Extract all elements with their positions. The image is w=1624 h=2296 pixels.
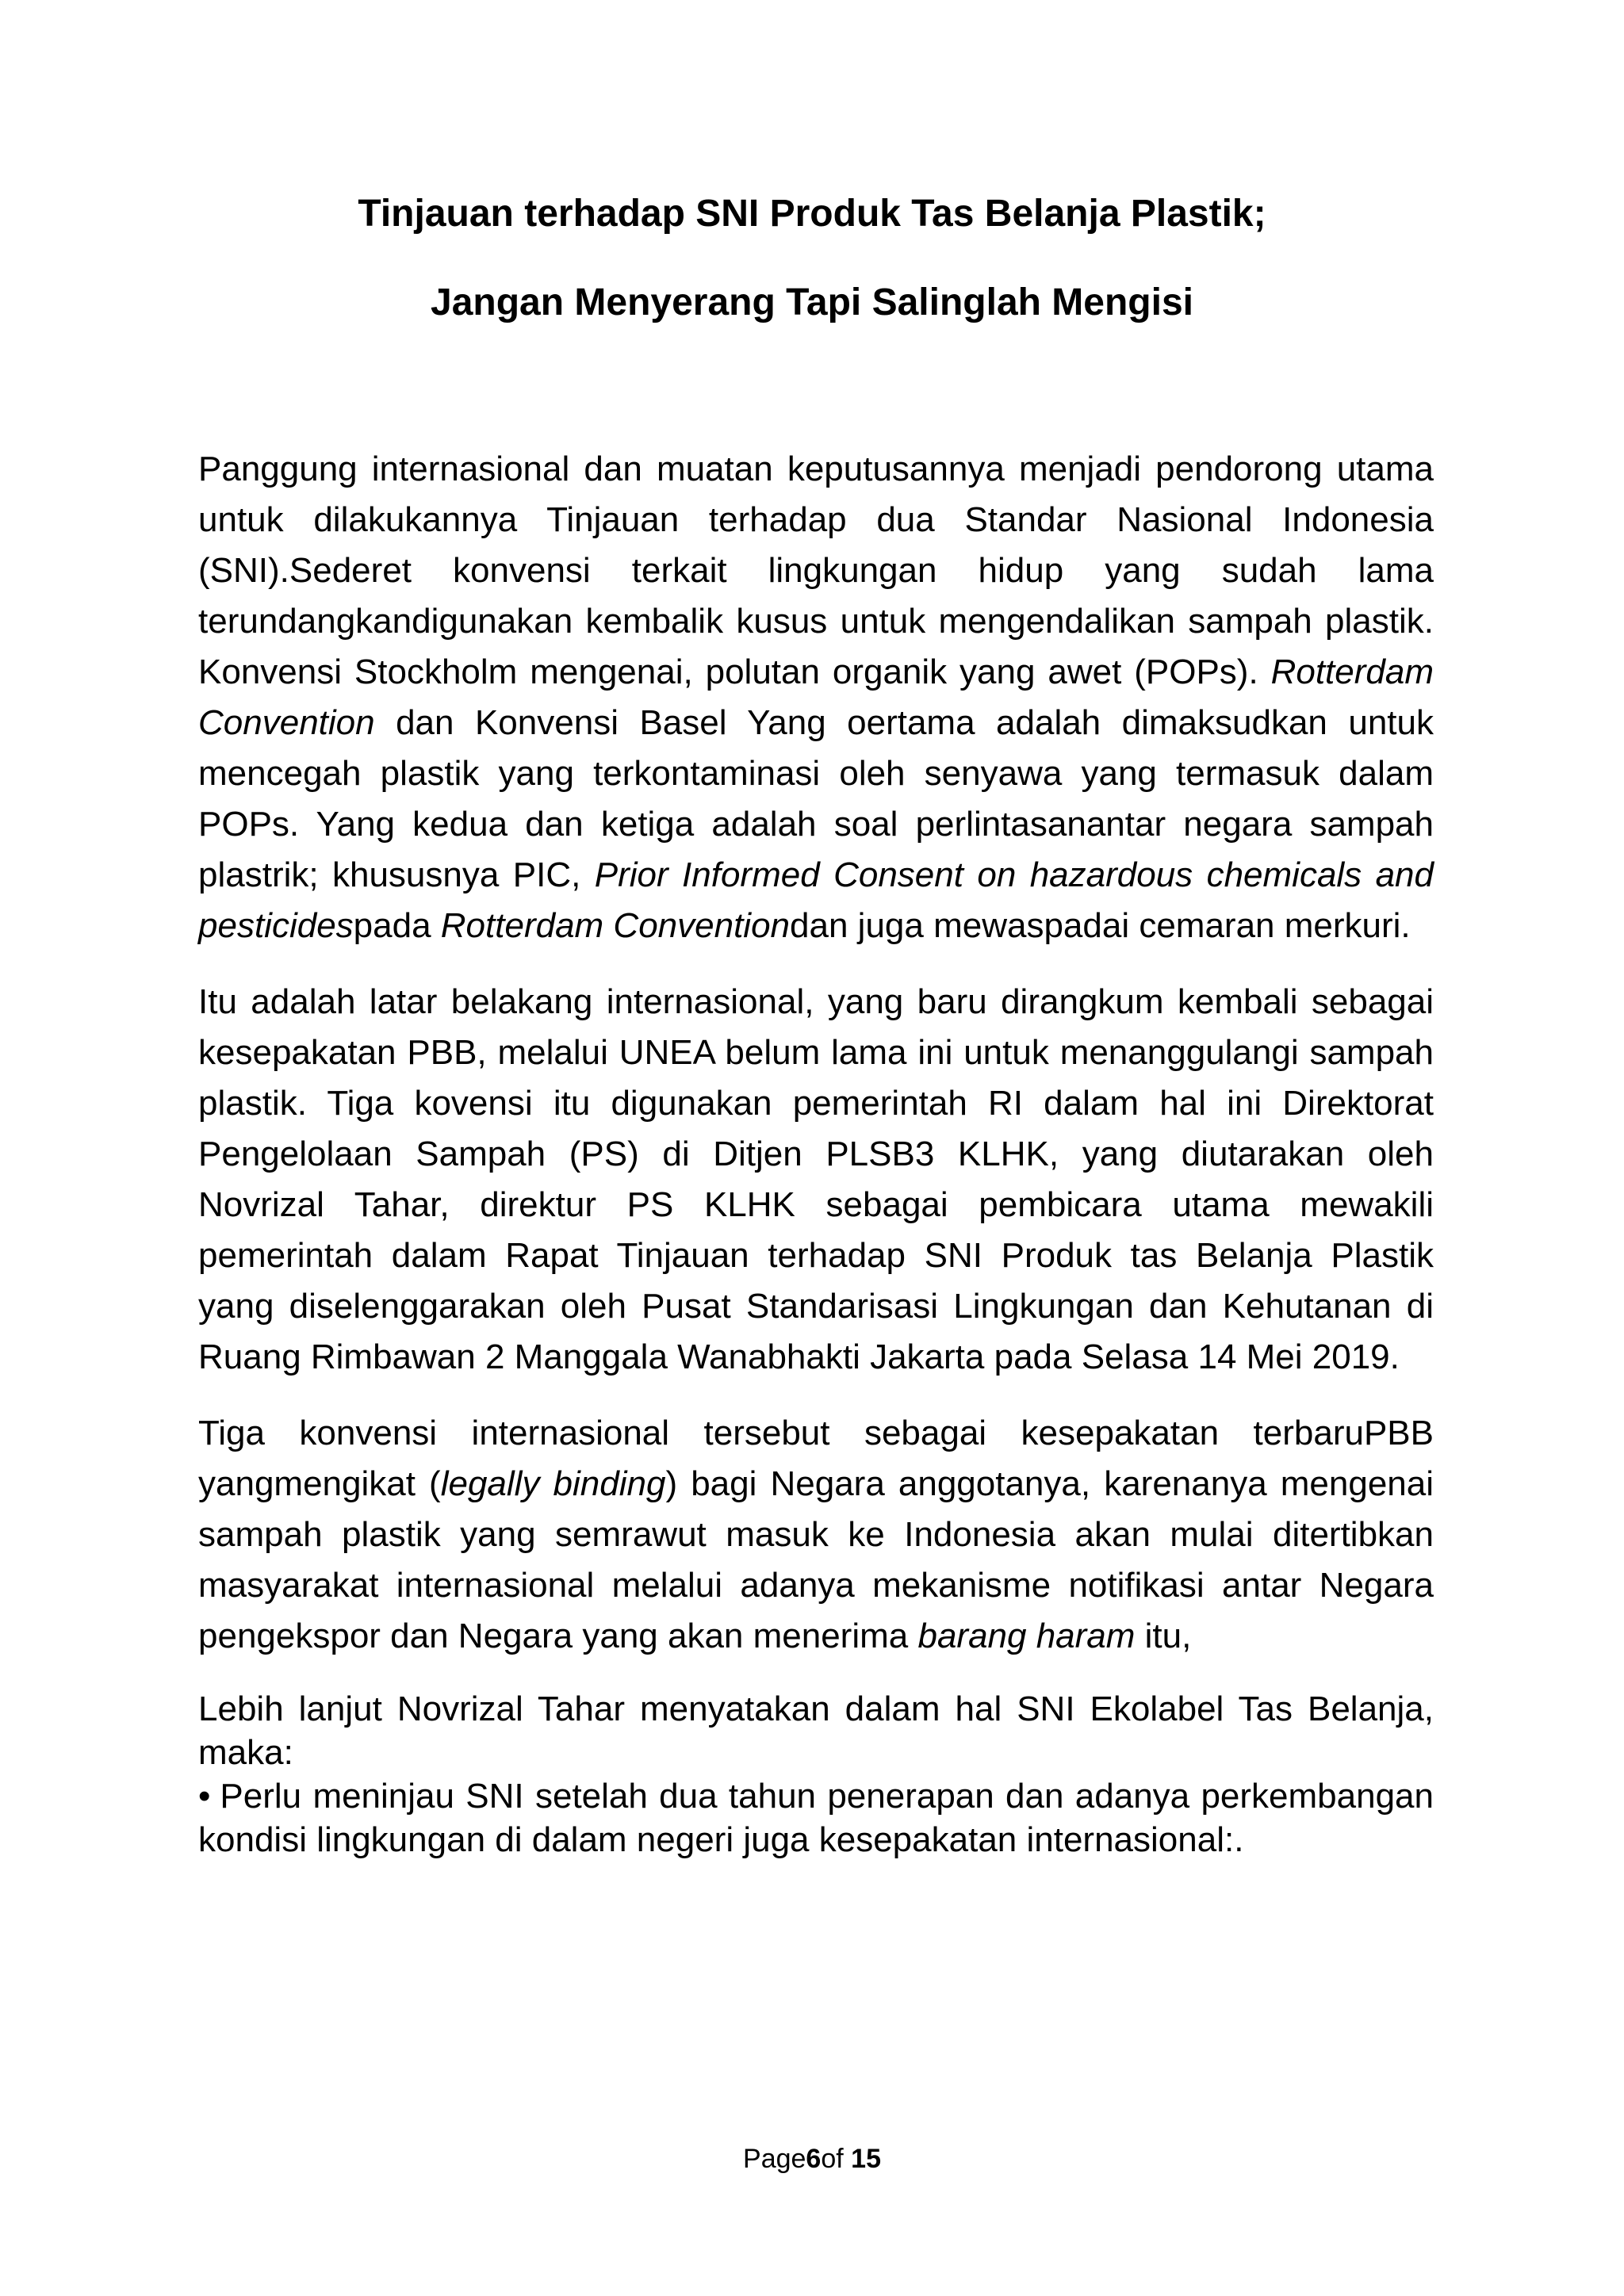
footer-prefix: Page (743, 2144, 806, 2174)
paragraph-3-text-c: ) bagi Negara anggotanya, karenanya mengenai sampah plastik yang semrawut masuk ke Indonesia akan mulai ditertibkan masyarakat internasional melalui adanya mekanisme notifikasi antar Negara pengekspor dan Negara yang akan menerima (198, 1464, 1434, 1655)
paragraph-3-text-a: Tiga konvensi internasional tersebut sebagai kesepakatan terbaruPBB yangmengikat ( (198, 1414, 1434, 1503)
bullet-item-1 (198, 1774, 1434, 1862)
title-line-1: Tinjauan terhadap SNI Produk Tas Belanja Plastik; (358, 193, 1266, 235)
footer-total-pages: 15 (851, 2144, 881, 2174)
paragraph-3-italic-legally-binding: legally binding (440, 1464, 666, 1503)
paragraph-1-text-g: dan juga mewaspadai cemaran merkuri. (790, 906, 1411, 945)
paragraph-1-italic-rotterdam: Rotterdam Convention (198, 652, 1434, 742)
paragraph-1-italic-pic: Prior Informed Consent on hazardous chemicals and pesticides (198, 855, 1434, 945)
bullet-item-1-text: Perlu meninjau SNI setelah dua tahun penerapan dan adanya perkembangan kondisi lingkungan di dalam negeri juga kesepakatan internasional:. (198, 1777, 1434, 1859)
document-body (198, 444, 1434, 1862)
paragraph-1 (198, 444, 1434, 951)
paragraph-3 (198, 1408, 1434, 1662)
paragraph-4: Lebih lanjut Novrizal Tahar menyatakan dalam hal SNI Ekolabel Tas Belanja, maka: (198, 1689, 1434, 1772)
paragraph-1-text-a: Panggung internasional dan muatan keputusannya menjadi pendorong utama untuk dilakukannya Tinjauan terhadap dua Standar Nasional Indonesia (SNI).Sederet konvensi terkait lingkungan hidup yang sudah lama terundangkandigunakan kembalik kusus untuk mengendalikan sampah plastik. Konvensi Stockholm mengenai, polutan organik yang awet (POPs). (198, 450, 1434, 691)
footer-current-page: 6 (806, 2144, 822, 2174)
footer-of: of (821, 2144, 852, 2174)
paragraph-1-text-c: dan Konvensi Basel Yang oertama adalah dimaksudkan untuk mencegah plastik yang terkontaminasi oleh senyawa yang termasuk dalam POPs. Yang kedua dan ketiga adalah soal perlintasanantar negara sampah plastrik; khususnya PIC, (198, 703, 1434, 894)
paragraph-1-italic-rotterdam-2: Rotterdam Convention (440, 906, 791, 945)
document-title (159, 190, 1465, 327)
paragraph-3-text-e: itu, (1135, 1617, 1192, 1655)
page-number-footer (0, 2143, 1624, 2175)
paragraph-2: Itu adalah latar belakang internasional, yang baru dirangkum kembali sebagai kesepakatan PBB, melalui UNEA belum lama ini untuk menanggulangi sampah plastik. Tiga kovensi itu digunakan pemerintah RI dalam hal ini Direktorat Pengelolaan Sampah (PS) di Ditjen PLSB3 KLHK, yang diutarakan oleh Novrizal Tahar, direktur PS KLHK sebagai pembicara utama mewakili pemerintah dalam Rapat Tinjauan terhadap SNI Produk tas Belanja Plastik yang diselenggarakan oleh Pusat Standarisasi Lingkungan dan Kehutanan di Ruang Rimbawan 2 Manggala Wanabhakti Jakarta pada Selasa 14 Mei 2019. (198, 982, 1434, 1376)
title-line-2: Jangan Menyerang Tapi Salinglah Mengisi (431, 281, 1193, 323)
paragraph-1-text-e: pada (353, 906, 441, 945)
paragraph-3-italic-barang-haram: barang haram (917, 1617, 1136, 1655)
bullet-symbol: • (198, 1777, 211, 1816)
